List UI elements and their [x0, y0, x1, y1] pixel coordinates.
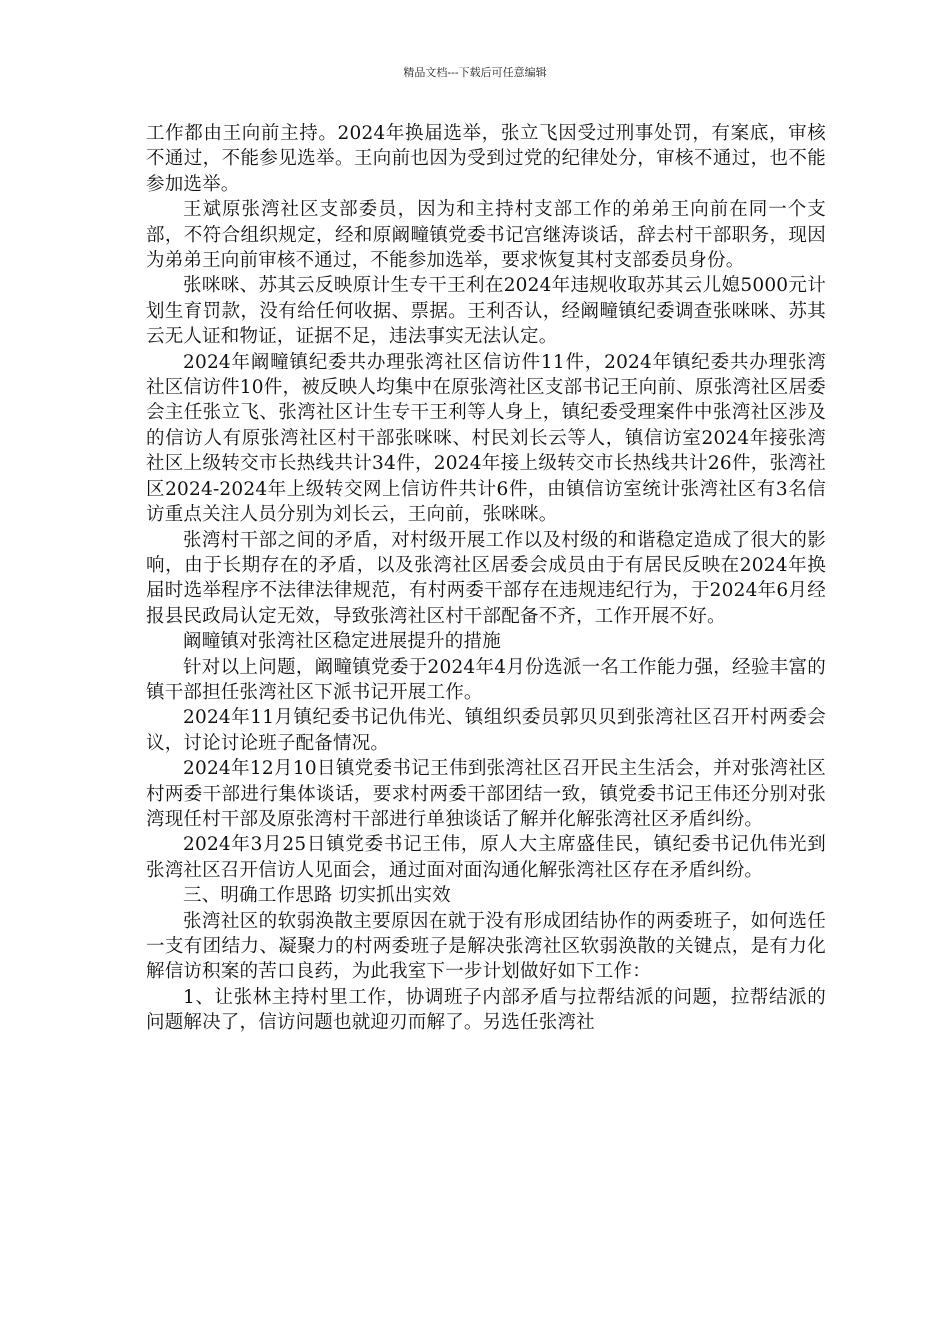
paragraph-1: 工作都由王向前主持。2024年换届选举，张立飞因受过刑事处罚，有案底，审核不通过，不能参见选举。王向前也因为受到过党的纪律处分，审核不通过，也不能参加选举。 [146, 123, 826, 195]
paragraph-3: 张咪咪、苏其云反映原计生专干王利在2024年违规收取苏其云儿媳5000元计划生育罚款，没有给任何收据、票据。王利否认，经阚疃镇纪委调查张咪咪、苏其云无人证和物证，证据不足，违法事实无法认定。 [146, 275, 826, 348]
paragraph-7: 针对以上问题，阚疃镇党委于2024年4月份选派一名工作能力强，经验丰富的镇干部担任张湾社区下派书记开展工作。 [146, 656, 826, 703]
paragraph-5: 张湾村干部之间的矛盾，对村级开展工作以及村级的和谐稳定造成了很大的影响，由于长期存在的矛盾，以及张湾社区居委会成员由于有居民反映在2024年换届时选举程序不法律法律规范，有村两委干部存在违规违纪行为，于2024年6月经报县民政局认定无效，导致张湾社区村干部配备不齐，工作开展不好。 [146, 529, 826, 627]
paragraph-2: 王斌原张湾社区支部委员，因为和主持村支部工作的弟弟王向前在同一个支部，不符合组织规定，经和原阚疃镇党委书记宫继涛谈话，辞去村干部职务，现因为弟弟王向前审核不通过，不能参加选举，要求恢复其村支部委员身份。 [146, 199, 826, 272]
document-body [146, 121, 826, 1036]
paragraph-12: 张湾社区的软弱涣散主要原因在就于没有形成团结协作的两委班子，如何选任一支有团结力、凝聚力的村两委班子是解决张湾社区软弱涣散的关键点，是有力化解信访积案的苦口良药，为此我室下一步计划做好如下工作： [146, 910, 826, 983]
paragraph-8: 2024年11月镇纪委书记仇伟光、镇组织委员郭贝贝到张湾社区召开村两委会议，讨论讨论班子配备情况。 [146, 707, 826, 754]
paragraph-4: 2024年阚疃镇纪委共办理张湾社区信访件11件，2024年镇纪委共办理张湾社区信访件10件，被反映人均集中在原张湾社区支部书记王向前、原张湾社区居委会主任张立飞、张湾社区计生专干王利等人身上，镇纪委受理案件中张湾社区涉及的信访人有原张湾社区村干部张咪咪、村民刘长云等人，镇信访室2024年接张湾社区上级转交市长热线共计34件，2024年接上级转交市长热线共计26件，张湾社区2024-2024年上级转交网上信访件共计6件，由镇信访室统计张湾社区有3名信访重点关注人员分别为刘长云，王向前，张咪咪。 [146, 351, 826, 526]
page-header: 精品文档---下载后可任意编辑 [403, 66, 547, 79]
paragraph-10: 2024年3月25日镇党委书记王伟，原人大主席盛佳民，镇纪委书记仇伟光到张湾社区召开信访人见面会，通过面对面沟通化解张湾社区存在矛盾纠纷。 [146, 834, 826, 881]
section-heading-3: 三、明确工作思路 切实抓出实效 [183, 885, 451, 907]
section-heading-measures: 阚疃镇对张湾社区稳定进展提升的措施 [183, 631, 501, 653]
paragraph-13: 1、让张林主持村里工作，协调班子内部矛盾与拉帮结派的问题，拉帮结派的问题解决了，信访问题也就迎刃而解了。另选任张湾社 [146, 986, 826, 1034]
paragraph-9: 2024年12月10日镇党委书记王伟到张湾社区召开民主生活会，并对张湾社区村两委干部进行集体谈话，要求村两委干部团结一致，镇党委书记王伟还分别对张湾现任村干部及原张湾村干部进行单独谈话了解并化解张湾社区矛盾纠纷。 [146, 758, 826, 830]
